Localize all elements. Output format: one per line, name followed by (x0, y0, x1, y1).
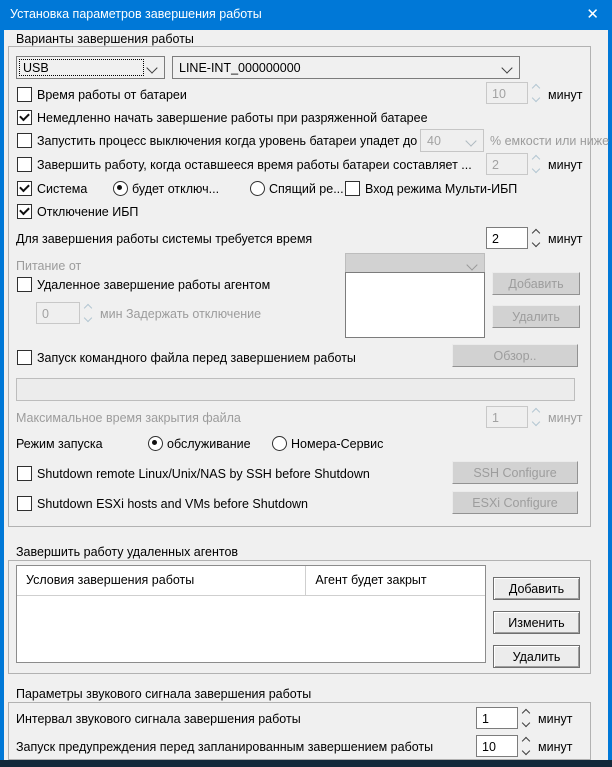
system-shutdown-time-unit: минут (548, 232, 583, 246)
warning-before-shutdown-unit: минут (538, 740, 573, 754)
spinner-down-icon (532, 94, 540, 102)
battery-level-label[interactable]: Запустить процесс выключения когда уровень батареи упадет до (37, 134, 418, 148)
ups-off-checkbox[interactable] (17, 204, 32, 219)
battery-remaining-unit: минут (548, 158, 583, 172)
remote-agent-checkbox[interactable] (17, 277, 32, 292)
file-close-time-label: Максимальное время закрытия файла (16, 411, 241, 425)
remote-agent-delay-spinner (83, 302, 95, 324)
ssh-configure-button: SSH Configure (452, 461, 578, 484)
system-shutdown-radio[interactable] (113, 181, 128, 196)
remote-agents-table[interactable] (16, 565, 486, 663)
system-sleep-radio-label[interactable]: Спящий ре... (269, 182, 344, 196)
file-close-time-spinner (531, 406, 543, 428)
spinner-down-icon[interactable] (532, 239, 540, 247)
file-close-time-input: 1 (486, 406, 528, 428)
warning-before-shutdown-label: Запуск предупреждения перед запланированным завершением работы (16, 740, 434, 754)
spinner-up-icon (532, 155, 540, 163)
ups-line-combobox[interactable]: LINE-INT_000000000 (172, 56, 520, 79)
chevron-down-icon (501, 62, 512, 73)
warning-before-shutdown-input[interactable]: 10 (476, 735, 518, 757)
ssh-shutdown-checkbox[interactable] (17, 466, 32, 481)
battery-runtime-input: 10 (486, 82, 528, 104)
spinner-down-icon (532, 165, 540, 173)
table-header-row (17, 566, 485, 596)
esxi-configure-button: ESXi Configure (452, 491, 578, 514)
spinner-up-icon (532, 408, 540, 416)
spinner-down-icon[interactable] (522, 747, 530, 755)
system-sleep-radio[interactable] (250, 181, 265, 196)
battery-remaining-input: 2 (486, 153, 528, 175)
remote-agent-delay-input: 0 (36, 302, 80, 324)
window-border-left (0, 30, 4, 760)
multi-ups-checkbox[interactable] (345, 181, 360, 196)
esxi-shutdown-label[interactable]: Shutdown ESXi hosts and VMs before Shutdown (37, 497, 308, 511)
table-header-agent[interactable]: Агент будет закрыт (315, 573, 427, 587)
spinner-down-icon (84, 314, 92, 322)
remote-agent-delay-label: мин Задержать отключение (100, 307, 262, 321)
window-border-bottom (0, 760, 612, 767)
spinner-up-icon[interactable] (532, 229, 540, 237)
chevron-down-icon (146, 62, 157, 73)
agents-edit-button[interactable]: Изменить (493, 611, 580, 634)
launch-mode-numera-radio[interactable] (272, 436, 287, 451)
group-audio-signal-title: Параметры звукового сигнала завершения работы (16, 687, 312, 701)
battery-remaining-label[interactable]: Завершить работу, когда оставшееся время работы батареи составляет ... (37, 158, 472, 172)
immediate-low-battery-label[interactable]: Немедленно начать завершение работы при разряженной батарее (37, 111, 428, 125)
chevron-down-icon (466, 259, 477, 270)
port-combobox[interactable]: USB (16, 56, 165, 79)
browse-button: Обзор.. (452, 344, 578, 367)
ups-off-label[interactable]: Отключение ИБП (37, 205, 139, 219)
spinner-up-icon (532, 84, 540, 92)
ssh-shutdown-label[interactable]: Shutdown remote Linux/Unix/NAS by SSH before Shutdown (37, 467, 370, 481)
battery-level-combobox: 40 (420, 129, 484, 152)
remote-agent-remove-button: Удалить (492, 305, 580, 328)
multi-ups-label[interactable]: Вход режима Мульти-ИБП (365, 182, 518, 196)
launch-mode-numera-label[interactable]: Номера-Сервис (291, 437, 384, 451)
chevron-down-icon (465, 135, 476, 146)
close-icon[interactable]: ✕ (586, 6, 599, 23)
audio-interval-unit: минут (538, 712, 573, 726)
titlebar (0, 0, 612, 30)
spinner-up-icon[interactable] (522, 709, 530, 717)
launch-mode-label: Режим запуска (16, 437, 103, 451)
battery-level-checkbox[interactable] (17, 133, 32, 148)
command-file-label[interactable]: Запуск командного файла перед завершением работы (37, 351, 356, 365)
battery-remaining-checkbox[interactable] (17, 157, 32, 172)
audio-interval-spinner[interactable] (521, 707, 533, 729)
battery-runtime-unit: минут (548, 88, 583, 102)
immediate-low-battery-checkbox[interactable] (17, 110, 32, 125)
power-from-label: Питание от (16, 259, 82, 273)
spinner-up-icon (84, 304, 92, 312)
audio-interval-label: Интервал звукового сигнала завершения работы (16, 712, 301, 726)
command-file-path-input (16, 378, 575, 401)
command-file-checkbox[interactable] (17, 350, 32, 365)
system-shutdown-time-input[interactable]: 2 (486, 227, 528, 249)
system-shutdown-time-spinner[interactable] (531, 227, 543, 249)
launch-mode-service-radio[interactable] (148, 436, 163, 451)
agents-add-button[interactable]: Добавить (493, 577, 580, 600)
system-shutdown-time-label: Для завершения работы системы требуется время (16, 232, 313, 246)
esxi-shutdown-checkbox[interactable] (17, 496, 32, 511)
audio-interval-input[interactable]: 1 (476, 707, 518, 729)
battery-runtime-label[interactable]: Время работы от батареи (37, 88, 187, 102)
battery-level-unit: % емкости или ниже (490, 134, 610, 148)
group-remote-agents-title: Завершить работу удаленных агентов (16, 545, 239, 559)
launch-mode-service-label[interactable]: обслуживание (167, 437, 251, 451)
system-checkbox[interactable] (17, 181, 32, 196)
spinner-up-icon[interactable] (522, 737, 530, 745)
file-close-time-unit: минут (548, 411, 583, 425)
agents-remove-button[interactable]: Удалить (493, 645, 580, 668)
warning-before-shutdown-spinner[interactable] (521, 735, 533, 757)
spinner-down-icon[interactable] (522, 719, 530, 727)
remote-agent-add-button: Добавить (492, 272, 580, 295)
system-shutdown-radio-label[interactable]: будет отключ... (132, 182, 220, 196)
window-title: Установка параметров завершения работы (10, 7, 262, 21)
table-header-conditions[interactable]: Условия завершения работы (17, 566, 306, 595)
system-label[interactable]: Система (37, 182, 88, 196)
remote-agent-listbox[interactable] (345, 272, 485, 338)
spinner-down-icon (532, 418, 540, 426)
remote-agent-label[interactable]: Удаленное завершение работы агентом (37, 278, 271, 292)
group-shutdown-options-title: Варианты завершения работы (16, 32, 194, 46)
battery-runtime-checkbox[interactable] (17, 87, 32, 102)
battery-runtime-spinner (531, 82, 543, 104)
battery-remaining-spinner (531, 153, 543, 175)
